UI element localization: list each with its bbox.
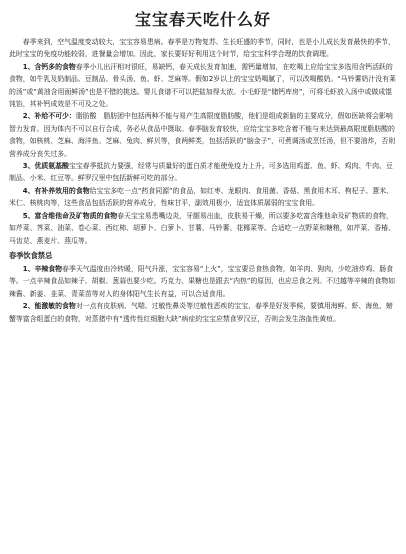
item-3 bbox=[9, 160, 397, 185]
item-5-text: 春天宝宝易患嘴边炎，牙龈易出血，皮肤易干燥，所以要多吃富含维他命及矿物质的食物，如芹菜、荠菜、油菜、卷心菜、西红柿、胡萝卜、白萝卜、甘薯、马铃薯、花椰菜等。合适吃一点野菜和糖粮，如芹菜、香椿、马齿苋、燕麦片、燕瓜等。 bbox=[9, 211, 395, 245]
taboo-2-text: 对一点有皮肤病、气喘、过敏性鼻炎等过敏性恶疾的宝宝，春季是好发季候，要慎用海鲜、虾、海鱼、螃蟹等富含组蛋白的食物，对蒸猪中有“透传性红细胞大缺”病症的宝宝应禁食罗汉豆，否则会发生溶血性黄疸。 bbox=[9, 302, 393, 323]
item-4 bbox=[9, 185, 397, 210]
item-1-head: 1、含钙多的食物 bbox=[22, 62, 76, 71]
item-2-text: 脂肪酸 脂肪团中包括两种不能与易产生高限度脂肪酸，他们是组成新脑的主要成分，假如医缺将会影响智力发育。因为体内不可以自行合成，务必从食品中摄取。春季脑发育较快，应给宝宝多吃含着不能与来达到最高限度脂肪酸的食物，如核桃、芝麻、海洋鱼、芝麻、兔肉、鲜贝等，食两鲜类，包括活跃的“脑金子”，可煮调汤或烹饪汤，但不要油炸，否则营养成分丧失过多。 bbox=[9, 112, 396, 158]
item-1 bbox=[9, 61, 397, 111]
page-title: 宝宝春天吃什么好 bbox=[134, 10, 271, 29]
item-1-text: 春季小儿出汗相对很旺，易缺钙，春天成长发育加速，需钙量增加，在吃喝上应给宝宝多选用含钙活跃的食物，如牛乳及奶制品、豆制品、骨头汤、鱼、虾、芝麻等。假如2岁以上的宝宝奶喝腻了，可以改喝酸奶。“马铃薯奶汁没有莱的汤”或“黄油含用面鲜汤”也是不错的挑选。婴儿食谱不可以把盐加得太浓。小毛虾是“储钙库房”，可将毛虾放入汤中或做成馄饨馅，其补钙成效是不可及之处。 bbox=[9, 62, 396, 109]
item-3-text: 宝宝春季抵抗力要强，经常与质量好的蛋白质才能使免疫力上升。可多选用鸡蛋、鱼、虾、鸡肉、牛肉、豆制品、小米、红豆等。鲜罗汉里中包括新鲜可吃的部分。 bbox=[9, 162, 393, 183]
taboo-heading: 春季饮食禁忌 bbox=[9, 250, 53, 260]
intro-paragraph: 春季来到，空气温度变动较大，宝宝容易患病。春季是万物复苏、生长旺盛的季节，同时，也是小儿成长发育最快的季节，此时宝宝的免疫功能较弱，进餐量会增加。因此，家长要好好利用这个时节，给宝宝科学合理的饮食调理。 bbox=[9, 38, 395, 59]
item-5 bbox=[9, 210, 397, 247]
taboo-2-head: 2、能激敏的食物 bbox=[22, 302, 76, 311]
item-2-head: 2、补给不可少： bbox=[22, 112, 76, 121]
taboo-1-text: 春季天气温度由冷转暖，阳气升涨，宝宝容易“上火”，宝宝要忌食热食物，如羊肉、狗肉，少吃油炸鸡、肠食等。一点辛辣食品如辣子、胡椒、葱蒜也要少吃。巧克力、果糖也是跟去“内热”的原因，也应忌食之列。不过越等辛辣的食物如辣酱、新姜、韭菜、青菜苗等对人的身体阳气生长有益，可以合适食用。 bbox=[9, 264, 396, 298]
item-3-head: 3、优质氨基酸 bbox=[22, 162, 69, 171]
taboo-2 bbox=[9, 300, 397, 325]
item-4-text: 给宝宝多吃一点“药食同源”的食品，如红枣、龙眼肉、食用菌、香菇、黑食用木耳、枸杞子、薏米、米仁、核桃肉等，这些食品包括活跃的营养成分，性味甘平，副效用极小，适宜体质孱弱的宝宝食用。 bbox=[9, 186, 394, 208]
item-2 bbox=[9, 110, 397, 160]
item-5-head: 5、富含维他命及矿物质的食物 bbox=[22, 211, 118, 220]
taboo-1-head: 1、辛辣食物 bbox=[22, 264, 63, 273]
item-4-head: 4、有补养效用的食物 bbox=[22, 186, 90, 195]
taboo-1 bbox=[9, 263, 397, 300]
